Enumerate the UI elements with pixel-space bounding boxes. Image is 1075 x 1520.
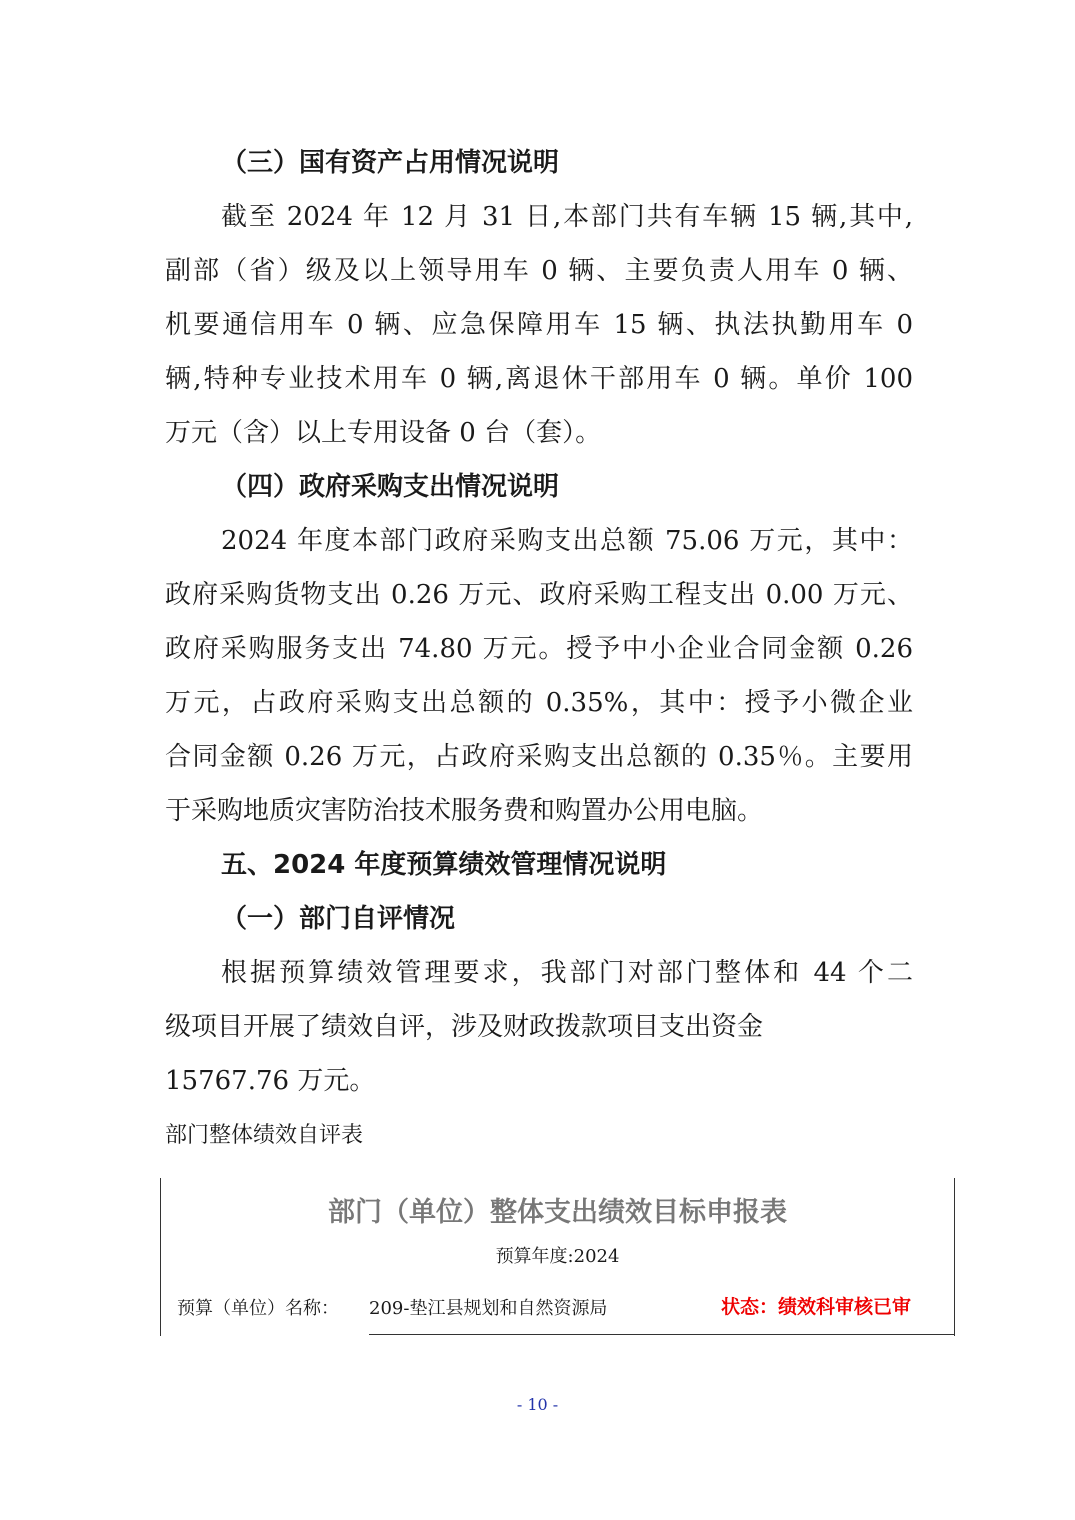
paragraph-line: 于采购地质灾害防治技术服务费和购置办公用电脑。 xyxy=(165,796,764,826)
paragraph-line: 合同金额 0.26 万元，占政府采购支出总额的 0.35％。主要用 xyxy=(165,742,913,772)
paragraph-line: 根据预算绩效管理要求，我部门对部门整体和 44 个二 xyxy=(221,958,913,988)
paragraph-line: 15767.76 万元。 xyxy=(165,1066,376,1096)
paragraph-line: 辆,特种专业技术用车 0 辆,离退休干部用车 0 辆。单价 100 xyxy=(165,364,913,394)
paragraph-line: 政府采购货物支出 0.26 万元、政府采购工程支出 0.00 万元、 xyxy=(165,580,913,610)
paragraph-line: 机要通信用车 0 辆、应急保障用车 15 辆、执法执勤用车 0 xyxy=(165,310,913,340)
form-divider xyxy=(369,1334,954,1335)
section-heading: 五、2024 年度预算绩效管理情况说明 xyxy=(221,850,667,880)
form-unit-label: 预算（单位）名称： xyxy=(177,1298,339,1319)
paragraph-line: 万元（含）以上专用设备 0 台（套）。 xyxy=(165,418,602,448)
table-caption: 部门整体绩效自评表 xyxy=(165,1123,364,1148)
paragraph-line: 截至 2024 年 12 月 31 日,本部门共有车辆 15 辆,其中, xyxy=(221,202,913,232)
paragraph-line: 级项目开展了绩效自评，涉及财政拨款项目支出资金 xyxy=(165,1012,764,1042)
form-unit-name: 209-垫江县规划和自然资源局 xyxy=(369,1298,608,1319)
document-body xyxy=(165,136,913,1108)
form-budget-year: 预算年度:2024 xyxy=(495,1246,620,1267)
section-heading: （四）政府采购支出情况说明 xyxy=(221,472,560,502)
form-title: 部门（单位）整体支出绩效目标申报表 xyxy=(328,1197,787,1228)
paragraph-line: 副部（省）级及以上领导用车 0 辆、主要负责人用车 0 辆、 xyxy=(165,256,913,286)
form-status: 状态：绩效科审核已审 xyxy=(721,1296,912,1318)
paragraph-line: 2024 年度本部门政府采购支出总额 75.06 万元，其中： xyxy=(221,526,913,556)
performance-form xyxy=(160,1178,955,1336)
paragraph-line: 政府采购服务支出 74.80 万元。授予中小企业合同金额 0.26 xyxy=(165,634,913,664)
section-heading: （一）部门自评情况 xyxy=(221,904,456,934)
section-heading: （三）国有资产占用情况说明 xyxy=(221,148,560,178)
paragraph-line: 万元，占政府采购支出总额的 0.35%，其中：授予小微企业 xyxy=(165,688,913,718)
page-number: - 10 - xyxy=(516,1395,559,1414)
